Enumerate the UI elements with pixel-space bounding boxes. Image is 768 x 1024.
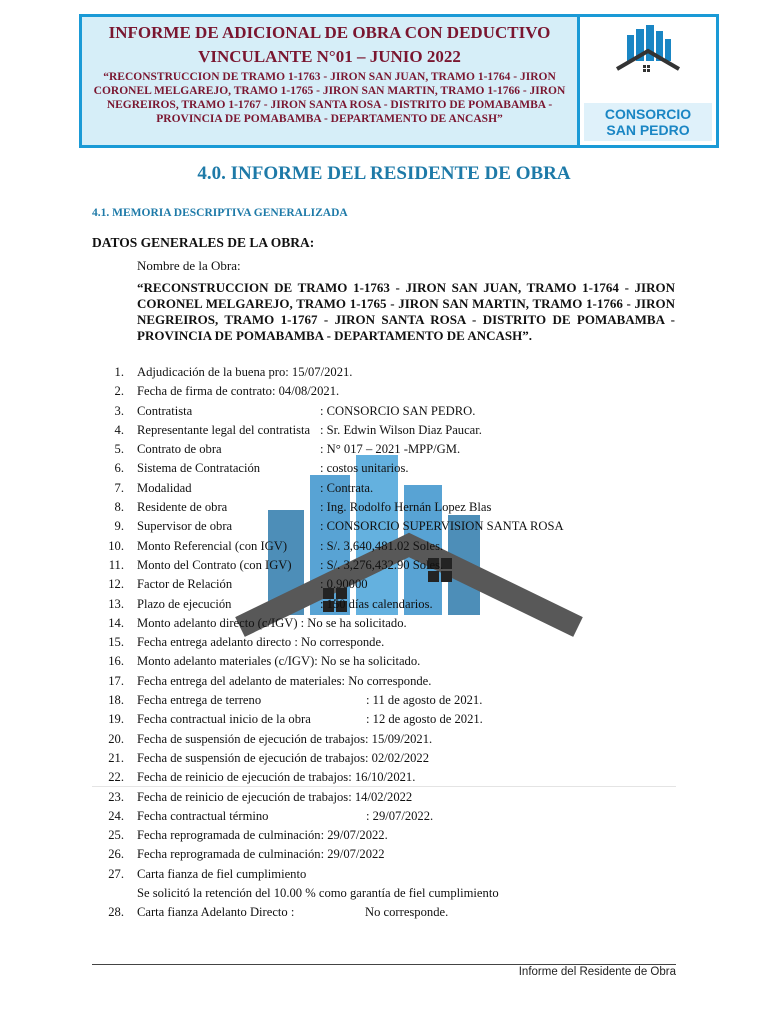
list-item-number: 28. — [108, 905, 124, 920]
list-item — [98, 788, 698, 807]
list-item-number: 14. — [108, 615, 124, 630]
list-item — [98, 730, 698, 749]
list-item-value: : S/. 3,640,481.02 Soles. — [320, 538, 444, 553]
list-item-number: 21. — [108, 750, 124, 765]
list-item — [98, 865, 698, 884]
list-item-label: Modalidad — [137, 480, 192, 495]
list-item-value: : 150 días calendarios. — [320, 596, 433, 611]
list-item-number: 5. — [114, 442, 124, 457]
list-item — [98, 749, 698, 768]
list-item-label: Contratista — [137, 403, 193, 418]
list-item-label: Fecha entrega de terreno — [137, 693, 262, 708]
list-item-value: No corresponde. — [365, 905, 449, 920]
list-item-number: 17. — [108, 673, 124, 688]
list-item-label: Monto Referencial (con IGV) — [137, 538, 288, 553]
list-item-label: Fecha de suspensión de ejecución de trabajos: 15/09/2021. — [137, 731, 433, 746]
list-item-number: 8. — [114, 500, 124, 515]
list-item — [98, 498, 698, 517]
list-item-number: 2. — [114, 384, 124, 399]
list-item-label: Se solicitó la retención del 10.00 % como garantía de fiel cumplimiento — [137, 886, 499, 901]
list-item-number: 7. — [114, 480, 124, 495]
list-item-label: Supervisor de obra — [137, 519, 233, 534]
list-item-label: Fecha de firma de contrato: 04/08/2021. — [137, 384, 340, 399]
company-name: CONSORCIO SAN PEDRO — [584, 103, 712, 141]
header-title-box — [82, 17, 580, 145]
list-item-value: : 29/07/2022. — [366, 808, 434, 823]
list-item-label: Monto adelanto materiales (c/IGV): No se ha solicitado. — [137, 654, 421, 669]
list-item — [98, 884, 698, 903]
list-item-number: 18. — [108, 693, 124, 708]
list-item — [98, 382, 698, 401]
list-item-number: 27. — [108, 866, 124, 881]
list-item-label: Representante legal del contratista — [137, 422, 311, 437]
list-item-label: Factor de Relación — [137, 577, 233, 592]
list-item-label: Plazo de ejecución — [137, 596, 232, 611]
list-item-label: Carta fianza Adelanto Directo : — [137, 905, 295, 920]
list-item-number: 15. — [108, 635, 124, 650]
list-item-number: 19. — [108, 712, 124, 727]
list-item-value: : CONSORCIO SAN PEDRO. — [320, 403, 476, 418]
list-item — [98, 595, 698, 614]
list-item-label: Fecha contractual término — [137, 808, 269, 823]
list-item-number: 25. — [108, 828, 124, 843]
list-item-number: 22. — [108, 770, 124, 785]
list-item-label: Fecha de reinicio de ejecución de trabajos: 16/10/2021. — [137, 770, 416, 785]
buildings-logo-icon — [613, 25, 683, 77]
list-item — [98, 479, 698, 498]
list-item — [98, 556, 698, 575]
project-name: “RECONSTRUCCION DE TRAMO 1-1763 - JIRON SAN JUAN, TRAMO 1-1764 - JIRON CORONEL MELGAREJO, TRAMO 1-1765 - JIRON SAN MARTIN, TRAMO 1-1766 - JIRON NEGREIROS, TRAMO 1-1767 - JIRON SANTA ROSA - DISTRITO DE POMABAMBA - PROVINCIA DE POMABAMBA - DEPARTAMENTO DE ANCASH” — [93, 71, 566, 125]
list-item-number: 20. — [108, 731, 124, 746]
faint-divider — [92, 786, 676, 787]
project-name-value: “RECONSTRUCCION DE TRAMO 1-1763 - JIRON SAN JUAN, TRAMO 1-1764 - JIRON CORONEL MELGAREJO, TRAMO 1-1765 - JIRON SAN MARTIN, TRAMO 1-1766 - JIRON NEGREIROS, TRAMO 1-1767 - JIRON SANTA ROSA - DISTRITO DE POMABAMBA - PROVINCIA DE POMABAMBA - DEPARTAMENTO DE ANCASH”. — [137, 280, 675, 343]
list-item — [98, 845, 698, 864]
list-item-number: 12. — [108, 577, 124, 592]
list-item — [98, 710, 698, 729]
list-item — [98, 652, 698, 671]
list-item — [98, 440, 698, 459]
list-item-value: : Sr. Edwin Wilson Diaz Paucar. — [320, 422, 482, 437]
list-item — [98, 768, 698, 787]
list-item-value: : Ing. Rodolfo Hernán Lopez Blas — [320, 500, 492, 515]
list-item-label: Residente de obra — [137, 500, 228, 515]
list-item-number: 13. — [108, 596, 124, 611]
list-item-number: 4. — [114, 422, 124, 437]
list-item-number: 23. — [108, 789, 124, 804]
list-item-label: Fecha contractual inicio de la obra — [137, 712, 311, 727]
list-item — [98, 691, 698, 710]
list-item — [98, 421, 698, 440]
project-name-label: Nombre de la Obra: — [137, 258, 241, 273]
company-logo-box — [580, 17, 716, 145]
list-item-label: Fecha de reinicio de ejecución de trabajos: 14/02/2022 — [137, 789, 413, 804]
list-item-number: 1. — [114, 365, 124, 379]
report-title-line1: INFORME DE ADICIONAL DE OBRA CON DEDUCTIVO — [108, 23, 551, 42]
list-item-label: Fecha entrega del adelanto de materiales: No corresponde. — [137, 673, 432, 688]
list-item-number: 11. — [108, 557, 124, 572]
list-item-value: : 11 de agosto de 2021. — [366, 693, 483, 708]
report-title-line2: VINCULANTE N°01 – JUNIO 2022 — [198, 47, 461, 66]
list-item-number: 16. — [108, 654, 124, 669]
list-item-label: Monto adelanto directo (c/IGV) : No se ha solicitado. — [137, 615, 407, 630]
list-item — [98, 672, 698, 691]
list-item — [98, 807, 698, 826]
list-item — [98, 517, 698, 536]
list-item — [98, 459, 698, 478]
datos-generales-heading: DATOS GENERALES DE LA OBRA: — [92, 235, 315, 250]
list-item-label: Adjudicación de la buena pro: 15/07/2021. — [137, 365, 353, 379]
list-item-label: Contrato de obra — [137, 442, 222, 457]
list-item-value: : costos unitarios. — [320, 461, 409, 476]
list-item — [98, 614, 698, 633]
list-item-label: Carta fianza de fiel cumplimiento — [137, 866, 307, 881]
document-header — [79, 14, 719, 148]
list-item-number: 6. — [114, 461, 124, 476]
list-item — [98, 575, 698, 594]
list-item — [98, 903, 698, 922]
list-item-number: 24. — [108, 808, 124, 823]
datos-list — [98, 363, 698, 923]
section-title: 4.0. INFORME DEL RESIDENTE DE OBRA — [197, 163, 571, 184]
list-item-label: Fecha de suspensión de ejecución de trabajos: 02/02/2022 — [137, 750, 430, 765]
list-item — [98, 402, 698, 421]
list-item-value: : 0.90000 — [320, 577, 368, 592]
list-item — [98, 537, 698, 556]
footer-text: Informe del Residente de Obra — [518, 966, 676, 978]
list-item-label: Fecha entrega adelanto directo : No corresponde. — [137, 635, 385, 650]
list-item-value: : CONSORCIO SUPERVISION SANTA ROSA — [320, 519, 564, 534]
footer-line — [92, 964, 676, 965]
list-item-number: 9. — [114, 519, 124, 534]
list-item-number: 3. — [114, 403, 124, 418]
list-item — [98, 633, 698, 652]
list-item-number: 10. — [108, 538, 124, 553]
list-item — [98, 363, 698, 382]
list-item-value: : 12 de agosto de 2021. — [366, 712, 483, 727]
list-item-label: Fecha reprogramada de culminación: 29/07/2022. — [137, 828, 388, 843]
list-item-label: Sistema de Contratación — [137, 461, 261, 476]
list-item-label: Fecha reprogramada de culminación: 29/07/2022 — [137, 847, 385, 862]
list-item-number: 26. — [108, 847, 124, 862]
list-item — [98, 826, 698, 845]
list-item-value: : S/. 3,276,432.90 Soles. — [320, 557, 444, 572]
list-item-label: Monto del Contrato (con IGV) — [137, 557, 292, 572]
list-item-value: : N° 017 – 2021 -MPP/GM. — [320, 442, 461, 457]
list-item-value: : Contrata. — [320, 480, 374, 495]
subsection-title: 4.1. MEMORIA DESCRIPTIVA GENERALIZADA — [92, 207, 348, 219]
